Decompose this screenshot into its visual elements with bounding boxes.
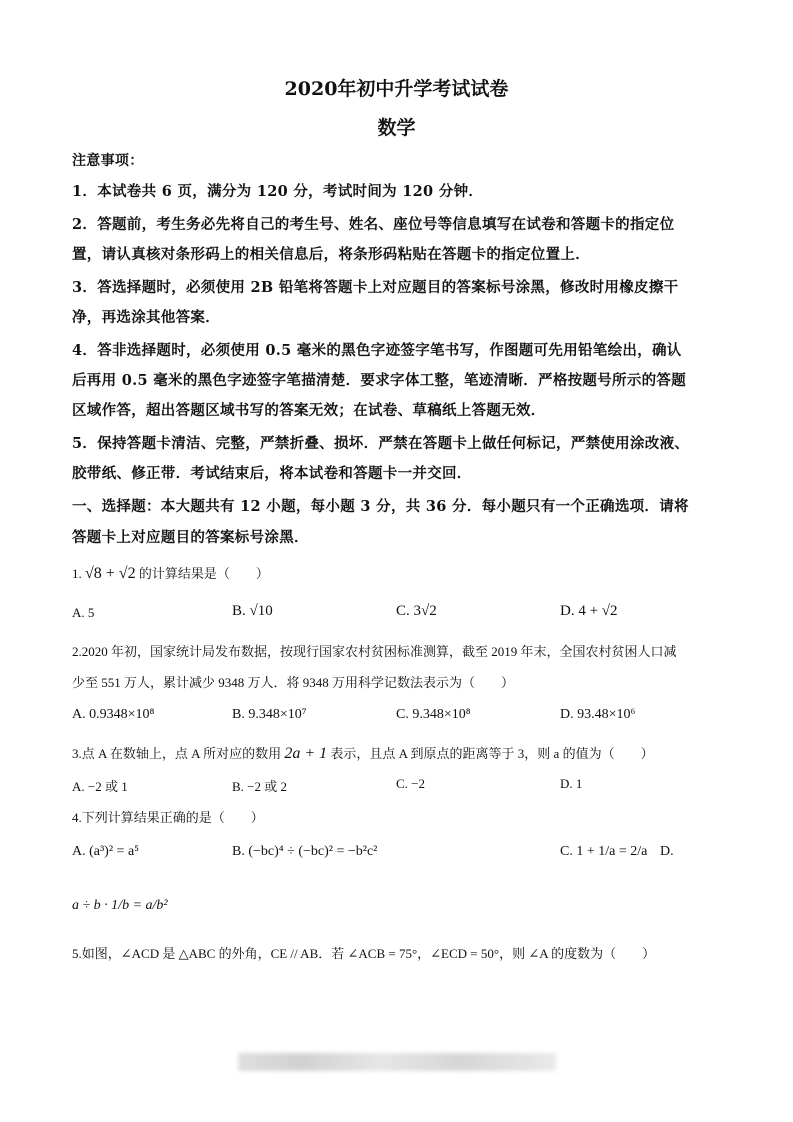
- question-2-line-2: 少至 551 万人，累计减少 9348 万人．将 9348 万用科学记数法表示为（ ）: [72, 675, 515, 690]
- q3-option-b: B. −2 或 2: [232, 779, 288, 794]
- q2-option-d: D. 93.48×10⁶: [560, 707, 636, 722]
- notice-line-2: 2．答题前，考生务必先将自己的考生号、姓名、座位号等信息填写在试卷和答题卡的指定位: [72, 216, 675, 233]
- q4-option-d: a ÷ b · 1/b = a/b²: [72, 898, 168, 913]
- notice-line-5: 净，再选涂其他答案．: [72, 309, 220, 326]
- question-number: 1.: [72, 566, 82, 581]
- q2-option-c: C. 9.348×10⁸: [396, 707, 471, 722]
- question-1: [72, 563, 269, 583]
- q3-option-c: C. −2: [396, 776, 426, 791]
- question-text: 表示，且点 A 到原点的距离等于 3，则 a 的值为（ ）: [330, 746, 654, 761]
- notice-heading: 注意事项：: [72, 153, 144, 169]
- math-expression: 2a + 1: [284, 745, 328, 762]
- question-4: 4.下列计算结果正确的是（ ）: [72, 810, 264, 825]
- question-5: 5.如图，∠ACD 是 △ABC 的外角，CE // AB．若 ∠ACB = 75°，∠ECD = 50°，则 ∠A 的度数为（ ）: [72, 946, 656, 961]
- q3-option-d: D. 1: [560, 776, 583, 791]
- subject-title: 数学: [377, 117, 416, 139]
- notice-line-3: 置，请认真核对条形码上的相关信息后，将条形码粘贴在答题卡的指定位置上．: [72, 246, 590, 263]
- question-3: [72, 743, 654, 763]
- q4-option-d-label: D.: [660, 844, 674, 859]
- watermark: [238, 1053, 556, 1071]
- q1-option-b: B. √10: [232, 603, 273, 619]
- section-heading-line-1: 一、选择题：本大题共有 12 小题，每小题 3 分，共 36 分．每小题只有一个正确选项．请将: [72, 498, 689, 515]
- q1-option-d: D. 4 + √2: [560, 603, 618, 619]
- section-heading-line-2: 答题卡上对应题目的答案标号涂黑．: [72, 529, 309, 546]
- notice-line-6: 4．答非选择题时，必须使用 0.5 毫米的黑色字迹签字笔书写，作图题可先用铅笔绘出，确认: [72, 342, 682, 359]
- question-text: 的计算结果是（ ）: [138, 566, 269, 581]
- q2-option-b: B. 9.348×10⁷: [232, 707, 307, 722]
- q4-option-b: B. (−bc)⁴ ÷ (−bc)² = −b²c²: [232, 844, 378, 859]
- q1-option-c: C. 3√2: [396, 603, 437, 619]
- question-text: 3.点 A 在数轴上，点 A 所对应的数用: [72, 746, 282, 761]
- notice-line-1: 1．本试卷共 6 页，满分为 120 分，考试时间为 120 分钟．: [72, 183, 484, 200]
- q4-option-a: A. (a³)² = a⁵: [72, 844, 140, 859]
- q3-option-a: A. −2 或 1: [72, 779, 128, 794]
- notice-line-4: 3．答选择题时，必须使用 2B 铅笔将答题卡上对应题目的答案标号涂黑，修改时用橡皮擦干: [72, 279, 679, 296]
- math-expression: √8 + √2: [85, 565, 136, 582]
- notice-line-9: 5．保持答题卡清洁、完整，严禁折叠、损坏．严禁在答题卡上做任何标记，严禁使用涂改液、: [72, 435, 690, 452]
- notice-line-10: 胶带纸、修正带．考试结束后，将本试卷和答题卡一并交回．: [72, 465, 472, 482]
- q4-option-c: C. 1 + 1/a = 2/a: [560, 844, 648, 859]
- exam-title: 2020年初中升学考试试卷: [284, 78, 509, 100]
- q2-option-a: A. 0.9348×10⁸: [72, 707, 155, 722]
- notice-line-8: 区域作答，超出答题区域书写的答案无效；在试卷、草稿纸上答题无效．: [72, 402, 546, 419]
- q1-option-a: A. 5: [72, 605, 95, 620]
- question-2-line-1: 2.2020 年初，国家统计局发布数据，按现行国家农村贫困标准测算，截至 2019 年末，全国农村贫困人口减: [72, 644, 677, 659]
- notice-line-7: 后再用 0.5 毫米的黑色字迹签字笔描清楚．要求字体工整，笔迹清晰．严格按题号所示的答题: [72, 372, 687, 389]
